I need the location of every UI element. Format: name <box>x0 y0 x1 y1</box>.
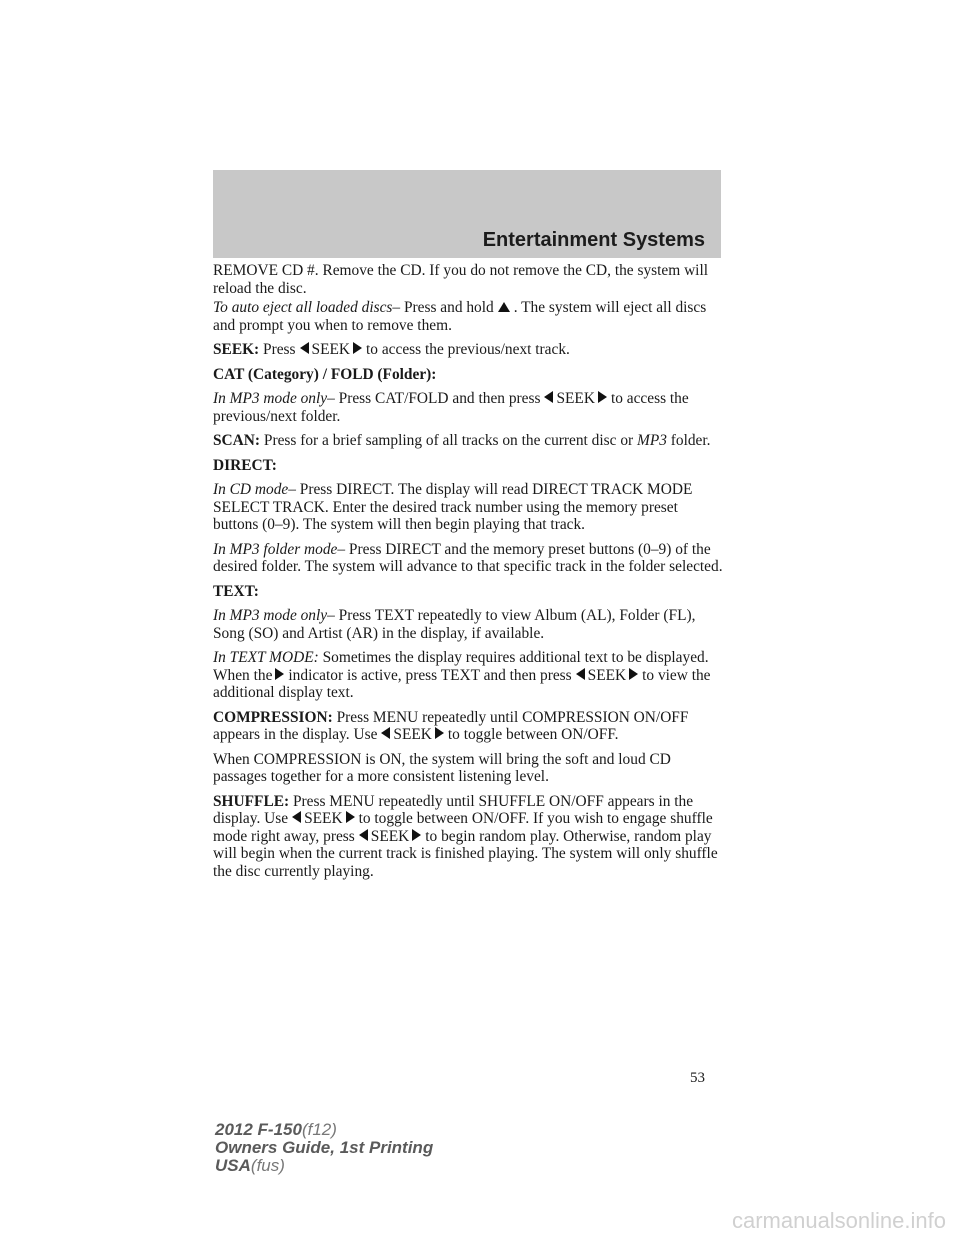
text: to toggle between ON/OFF. If you wish to engage shuffle mode right away, press <box>213 810 713 845</box>
italic-lead: In MP3 folder mode <box>213 540 338 558</box>
paragraph-text-mp3 <box>213 607 723 642</box>
footer-line-region <box>215 1157 433 1175</box>
text: – Press and hold <box>392 299 494 316</box>
text: – Press TEXT repeatedly to view Album (AL), Folder (FL), Song (SO) and Artist (AR) in the display, if available. <box>213 607 696 642</box>
text: to access the previous/next folder. <box>213 390 689 425</box>
seek-right-icon <box>598 391 607 403</box>
text: Press MENU repeatedly until COMPRESSION ON/OFF appears in the display. Use <box>213 708 689 743</box>
footer-line-guide <box>215 1139 433 1157</box>
section-header-band <box>213 170 721 258</box>
italic-lead: In MP3 mode only <box>213 390 328 407</box>
seek-left-icon <box>544 391 553 403</box>
paragraph-compression-detail <box>213 751 723 786</box>
page-number: 53 <box>690 1070 705 1086</box>
text: – Press CAT/FOLD and then press <box>327 390 541 407</box>
text: indicator is active, press TEXT and then press <box>288 666 572 684</box>
seek-word: SEEK <box>370 827 410 845</box>
seek-left-icon <box>381 727 390 739</box>
italic-lead: In TEXT MODE: <box>213 649 319 666</box>
paragraph-remove-cd <box>213 262 723 297</box>
text: Press <box>259 341 296 358</box>
footer-line-model <box>215 1121 433 1139</box>
text: Sometimes the display requires additional text to be displayed. When the <box>213 649 709 684</box>
paragraph-shuffle <box>213 793 723 881</box>
text-indicator-icon <box>275 668 284 680</box>
text: Press MENU repeatedly until SHUFFLE ON/OFF appears in the display. Use <box>213 792 694 827</box>
seek-right-icon <box>353 342 362 354</box>
seek-word: SEEK <box>304 810 343 827</box>
paragraph-scan <box>213 432 723 450</box>
italic-lead: In CD mode <box>213 481 289 498</box>
seek-word: SEEK <box>393 726 432 743</box>
paragraph-seek <box>213 341 723 359</box>
seek-word: SEEK <box>587 666 627 684</box>
heading-direct <box>213 457 723 475</box>
page-content <box>213 262 723 887</box>
text: to access the previous/next track. <box>366 341 570 358</box>
bold-heading: CAT (Category) / FOLD (Folder): <box>213 365 437 383</box>
italic-lead: To auto eject all loaded discs <box>213 299 393 316</box>
bold-label: SHUFFLE: <box>213 792 290 810</box>
paragraph-direct-cd <box>213 481 723 534</box>
paragraph-auto-eject <box>213 299 723 334</box>
eject-icon <box>498 302 510 312</box>
paragraph-compression <box>213 709 723 744</box>
italic-term: MP3 <box>637 432 667 449</box>
seek-left-icon <box>300 342 309 354</box>
text: REMOVE CD #. Remove the CD. If you do not remove the CD, the system will reload the disc. <box>213 262 709 297</box>
text: When COMPRESSION is ON, the system will bring the soft and loud CD passages together for a more consistent listening level. <box>213 750 671 785</box>
footer-region: USA <box>215 1156 251 1175</box>
footer-region-code: (fus) <box>250 1156 285 1175</box>
heading-text <box>213 583 723 601</box>
paragraph-text-mode <box>213 649 723 702</box>
text: . The system will eject all discs and prompt you when to remove them. <box>213 299 707 334</box>
paragraph-cat-fold <box>213 390 723 425</box>
text: to view the additional display text. <box>213 666 711 701</box>
seek-left-icon <box>576 668 585 680</box>
text: Press for a brief sampling of all tracks on the current disc or <box>260 432 637 449</box>
paragraph-direct-mp3 <box>213 541 723 576</box>
print-footer <box>215 1121 433 1175</box>
bold-label: SEEK: <box>213 341 260 358</box>
seek-word: SEEK <box>311 341 351 358</box>
heading-cat-fold <box>213 366 723 384</box>
footer-guide: Owners Guide, 1st Printing <box>215 1138 434 1157</box>
bold-label: SCAN: <box>213 432 261 449</box>
section-title: Entertainment Systems <box>482 229 705 251</box>
text: to begin random play. Otherwise, random play will begin when the current track is finished playing. The system will only shuffle the disc currently playing. <box>213 827 718 880</box>
bold-heading: DIRECT: <box>213 456 277 474</box>
seek-right-icon <box>629 668 638 680</box>
seek-right-icon <box>346 811 355 823</box>
text: to toggle between ON/OFF. <box>447 726 619 743</box>
text: – Press DIRECT and the memory preset buttons (0–9) of the desired folder. The system will advance to that specific track in the folder selected. <box>213 540 723 575</box>
watermark: carmanualsonline.info <box>731 1208 946 1233</box>
seek-word: SEEK <box>556 390 595 407</box>
seek-right-icon <box>412 829 421 841</box>
seek-left-icon <box>359 829 368 841</box>
text: folder. <box>666 432 711 449</box>
footer-model-code: (f12) <box>301 1120 337 1139</box>
bold-label: COMPRESSION: <box>213 708 333 726</box>
bold-heading: TEXT: <box>213 582 259 600</box>
footer-model: 2012 F-150 <box>215 1120 302 1139</box>
seek-right-icon <box>435 727 444 739</box>
text: – Press DIRECT. The display will read DIRECT TRACK MODE SELECT TRACK. Enter the desired track number using the memory preset buttons (0–9). The system will then begin playing that track. <box>213 481 693 533</box>
italic-lead: In MP3 mode only <box>213 607 328 624</box>
seek-left-icon <box>292 811 301 823</box>
